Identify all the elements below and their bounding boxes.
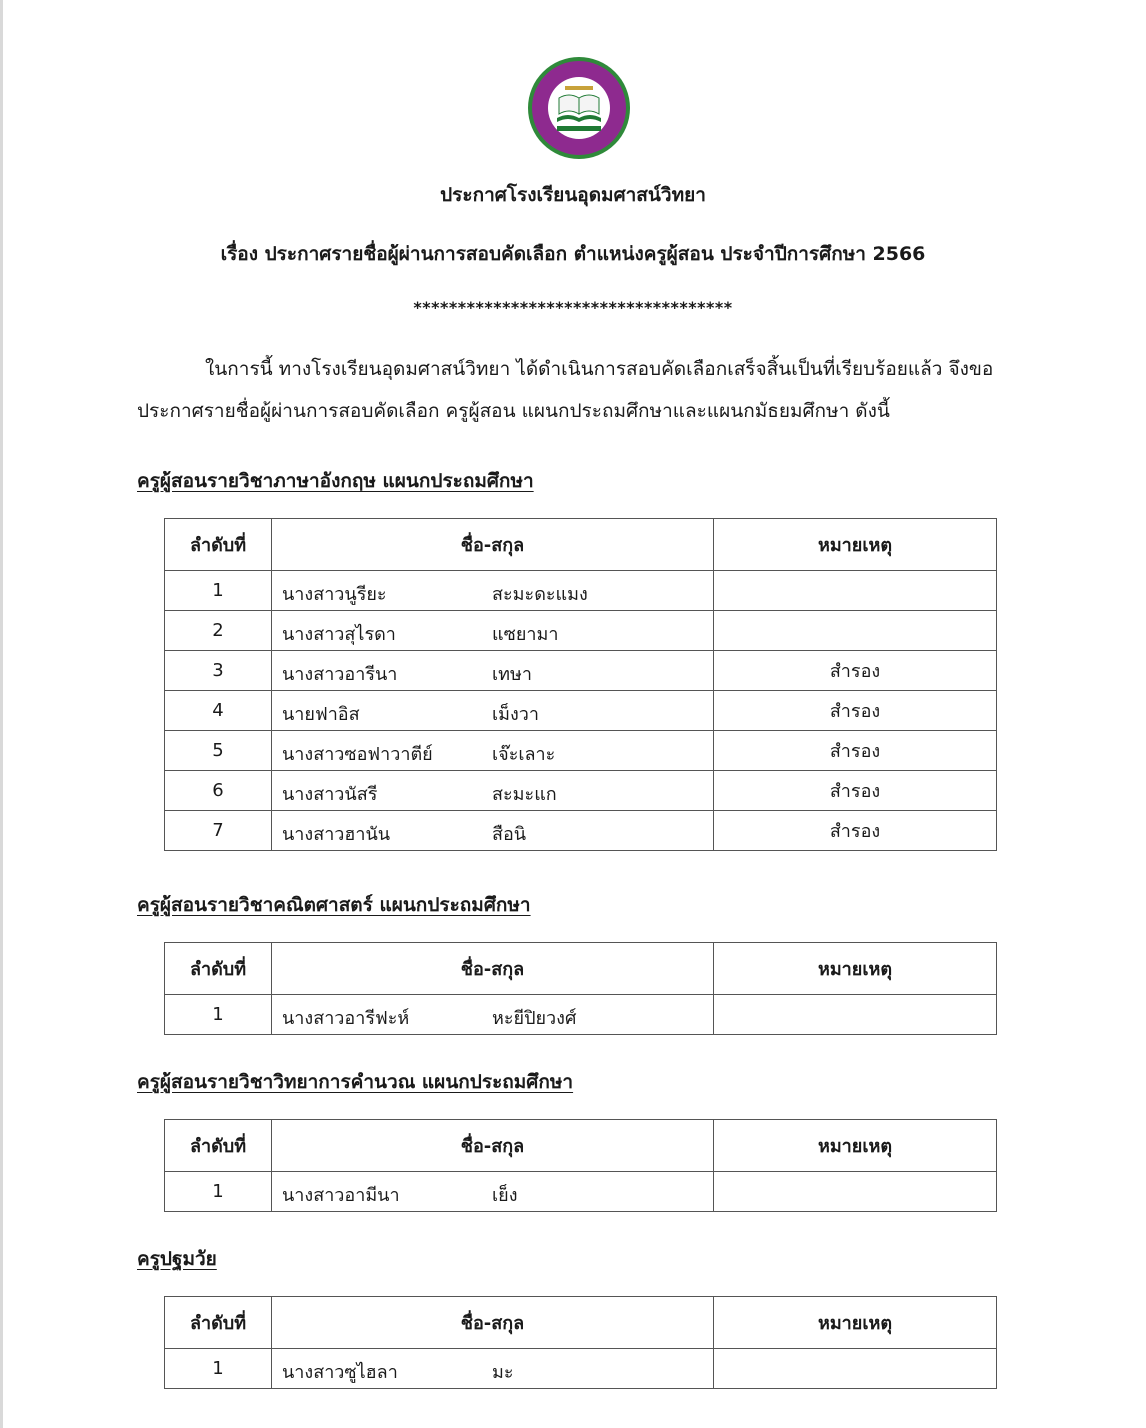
last-name: สะมะแก [492, 784, 557, 805]
row-name [272, 731, 714, 771]
intro-paragraph [137, 348, 997, 432]
table-header-row [165, 943, 997, 995]
row-number: 2 [165, 611, 272, 651]
column-header-name: ชื่อ-สกุล [272, 943, 714, 995]
column-header-name: ชื่อ-สกุล [272, 519, 714, 571]
first-name: นางสาวสุไรดา [282, 624, 396, 645]
row-name [272, 571, 714, 611]
row-note: สำรอง [714, 651, 997, 691]
first-name: นายฟาอิส [282, 704, 360, 725]
column-header-order: ลำดับที่ [165, 943, 272, 995]
row-name [272, 1172, 714, 1212]
page-edge [0, 0, 3, 1428]
column-header-note: หมายเหตุ [714, 519, 997, 571]
row-number: 1 [165, 995, 272, 1035]
last-name: เม็งวา [492, 704, 540, 725]
table-computing [164, 1119, 997, 1212]
section-heading-english: ครูผู้สอนรายวิชาภาษาอังกฤษ แผนกประถมศึกษา [137, 470, 534, 492]
table-row [165, 651, 997, 691]
last-name: เย็ง [492, 1185, 518, 1206]
school-logo [527, 56, 631, 160]
column-header-name: ชื่อ-สกุล [272, 1297, 714, 1349]
announcement-subject: เรื่อง ประกาศรายชื่อผู้ผ่านการสอบคัดเลือก ตำแหน่งครูผู้สอน ประจำปีการศึกษา 2566 [220, 243, 926, 265]
row-name [272, 1349, 714, 1389]
row-note [714, 1172, 997, 1212]
last-name: แซยามา [492, 624, 559, 645]
row-name [272, 651, 714, 691]
table-row [165, 771, 997, 811]
last-name: มะ [492, 1362, 514, 1383]
column-header-order: ลำดับที่ [165, 1297, 272, 1349]
first-name: นางสาวซูไฮลา [282, 1362, 398, 1383]
table-header-row [165, 1120, 997, 1172]
row-note: สำรอง [714, 731, 997, 771]
column-header-note: หมายเหตุ [714, 1120, 997, 1172]
last-name: เทษา [492, 664, 532, 685]
first-name: นางสาวอารีนา [282, 664, 398, 685]
row-number: 3 [165, 651, 272, 691]
announcement-title: ประกาศโรงเรียนอุดมศาสน์วิทยา [440, 184, 706, 206]
row-note: สำรอง [714, 691, 997, 731]
last-name: เจ๊ะเลาะ [492, 744, 556, 765]
row-name [272, 811, 714, 851]
row-note: สำรอง [714, 771, 997, 811]
section-heading-math: ครูผู้สอนรายวิชาคณิตศาสตร์ แผนกประถมศึกษา [137, 894, 531, 916]
row-note [714, 1349, 997, 1389]
table-early-childhood [164, 1296, 997, 1389]
intro-line-2: ประกาศรายชื่อผู้ผ่านการสอบคัดเลือก ครูผู้สอน แผนกประถมศึกษาและแผนกมัธยมศึกษา ดังนี้ [137, 400, 890, 422]
last-name: หะยีปิยวงศ์ [492, 1008, 577, 1029]
separator-line: ************************************ [413, 298, 733, 317]
column-header-name: ชื่อ-สกุล [272, 1120, 714, 1172]
table-header-row [165, 519, 997, 571]
row-note [714, 995, 997, 1035]
intro-line-1: ในการนี้ ทางโรงเรียนอุดมศาสน์วิทยา ได้ดำเนินการสอบคัดเลือกเสร็จสิ้นเป็นที่เรียบร้อยแล้ว จึงขอ [205, 358, 994, 380]
row-number: 1 [165, 1172, 272, 1212]
table-row [165, 611, 997, 651]
row-number: 6 [165, 771, 272, 811]
last-name: สือนิ [492, 824, 527, 845]
last-name: สะมะดะแมง [492, 584, 588, 605]
column-header-order: ลำดับที่ [165, 1120, 272, 1172]
first-name: นางสาวนูรียะ [282, 584, 387, 605]
column-header-note: หมายเหตุ [714, 943, 997, 995]
first-name: นางสาวฮานัน [282, 824, 391, 845]
row-number: 1 [165, 1349, 272, 1389]
row-name [272, 611, 714, 651]
column-header-note: หมายเหตุ [714, 1297, 997, 1349]
row-number: 5 [165, 731, 272, 771]
table-math [164, 942, 997, 1035]
row-name [272, 771, 714, 811]
first-name: นางสาวอามีนา [282, 1185, 400, 1206]
row-number: 7 [165, 811, 272, 851]
row-number: 4 [165, 691, 272, 731]
row-name [272, 691, 714, 731]
table-row [165, 731, 997, 771]
section-heading-early-childhood: ครูปฐมวัย [137, 1248, 217, 1270]
table-header-row [165, 1297, 997, 1349]
table-english [164, 518, 997, 851]
first-name: นางสาวอารีฟะห์ [282, 1008, 410, 1029]
table-row [165, 571, 997, 611]
row-name [272, 995, 714, 1035]
row-note [714, 611, 997, 651]
row-note: สำรอง [714, 811, 997, 851]
first-name: นางสาวซอฟาวาตีย์ [282, 744, 433, 765]
table-row [165, 1172, 997, 1212]
first-name: นางสาวนัสรี [282, 784, 378, 805]
section-heading-computing: ครูผู้สอนรายวิชาวิทยาการคำนวณ แผนกประถมศึกษา [137, 1071, 574, 1093]
row-note [714, 571, 997, 611]
table-row [165, 995, 997, 1035]
column-header-order: ลำดับที่ [165, 519, 272, 571]
row-number: 1 [165, 571, 272, 611]
table-row [165, 1349, 997, 1389]
table-row [165, 811, 997, 851]
table-row [165, 691, 997, 731]
